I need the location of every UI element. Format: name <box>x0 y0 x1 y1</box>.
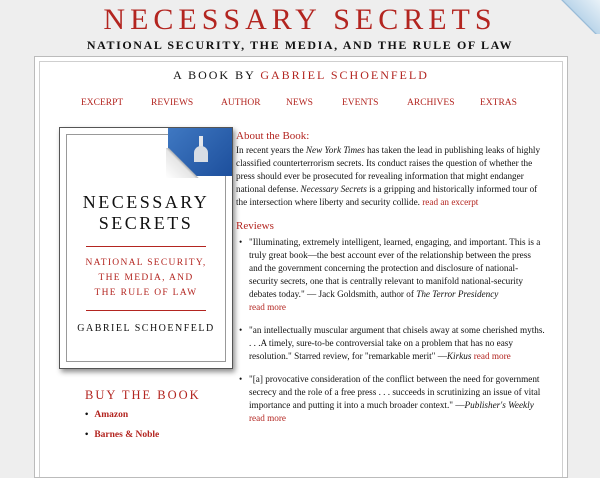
publication-name: New York Times <box>305 145 365 155</box>
nav-news[interactable]: NEWS <box>286 98 313 108</box>
review-item <box>236 373 546 425</box>
bullet-icon: • <box>239 237 243 247</box>
review-quote: "[a] provocative consideration of the conflict between the need for government secrecy and the role of a free press . . . succeeds in scrutinizing an issue of vital importance and putting it into a much broader context." — <box>249 374 541 410</box>
cover-title-line1: NECESSARY <box>82 192 210 212</box>
bullet-icon: • <box>239 325 243 335</box>
buy-link-amazon[interactable] <box>85 409 128 422</box>
buy-heading: BUY THE BOOK <box>85 388 201 402</box>
review-source: The Terror Presidency <box>416 289 499 299</box>
site-title: NECESSARY SECRETS <box>103 3 497 36</box>
reviews-list <box>236 236 546 425</box>
content-panel <box>34 56 568 478</box>
byline <box>35 67 567 83</box>
nav-reviews[interactable]: REVIEWS <box>151 98 194 108</box>
review-source: Publisher's Weekly <box>464 400 534 410</box>
bullet-icon: • <box>85 430 89 440</box>
review-quote: "Illuminating, extremely intelligent, learned, engaging, and important. This is a truly great book—the best account ever of the relationship between the press and the government concerning the protection and disclosure of national-security secrets, one that is centrally relevant to manifold national-security debates today." — Jack Goldsmith, author of <box>249 237 541 299</box>
cover-subtitle <box>60 256 232 301</box>
review-read-more-link[interactable]: read more <box>473 351 511 361</box>
review-source: Kirkus <box>446 351 472 361</box>
cover-author: GABRIEL SCHOENFELD <box>77 323 215 334</box>
nav-events[interactable]: EVENTS <box>342 98 379 108</box>
main-nav <box>35 96 567 110</box>
about-text-part3: is a gripping and historically informed tour of the intersection where liberty and security collide. <box>236 184 538 207</box>
buy-link-barnes-noble[interactable] <box>85 429 159 442</box>
buy-link-label: Barnes & Noble <box>94 430 160 440</box>
cover-subtitle-line3: THE RULE OF LAW <box>94 288 198 298</box>
cover-rule-bottom <box>86 310 206 311</box>
review-read-more-link[interactable]: read more <box>249 413 286 423</box>
cover-title-line2: SECRETS <box>98 213 194 233</box>
read-excerpt-link[interactable]: read an excerpt <box>422 197 479 207</box>
about-text-part1: In recent years the <box>236 145 306 155</box>
cover-page-curl <box>166 148 200 178</box>
bullet-icon: • <box>239 374 243 384</box>
about-heading: About the Book: <box>236 130 310 142</box>
byline-author: GABRIEL SCHOENFELD <box>260 68 429 82</box>
buy-link-label: Amazon <box>94 410 129 420</box>
bullet-icon: • <box>85 410 89 420</box>
site-subtitle: NATIONAL SECURITY, THE MEDIA, AND THE RULE OF LAW <box>86 38 514 52</box>
review-item <box>236 324 546 363</box>
nav-extras[interactable]: EXTRAS <box>480 98 517 108</box>
book-cover[interactable] <box>59 127 233 369</box>
book-title-inline: Necessary Secrets <box>300 184 367 194</box>
review-item <box>236 236 546 314</box>
nav-excerpt[interactable]: EXCERPT <box>81 98 124 108</box>
cover-rule-top <box>86 246 206 247</box>
about-text <box>236 144 546 209</box>
cover-subtitle-line1: NATIONAL SECURITY, <box>85 258 207 268</box>
main-column <box>236 129 546 435</box>
nav-author[interactable]: AUTHOR <box>221 98 261 108</box>
about-text-part2: has taken the lead in publishing leaks of highly classified counterterrorism secrets. Its conduct raises the question of whether the press should ever be prosecuted for revealing information that might endanger national defense. <box>236 145 541 194</box>
cover-title <box>60 192 232 234</box>
capitol-dome-image <box>168 128 232 176</box>
cover-subtitle-line2: THE MEDIA, AND <box>98 273 194 283</box>
byline-prefix: A BOOK BY <box>173 68 256 82</box>
nav-archives[interactable]: ARCHIVES <box>407 98 455 108</box>
review-quote: "an intellectually muscular argument that chisels away at some cherished myths. . . .A timely, sure-to-be controversial take on a problem that has no easy resolution." Starred review, for "remarkable merit" — <box>249 325 545 361</box>
reviews-heading: Reviews <box>236 220 274 232</box>
review-read-more-link[interactable]: read more <box>249 302 286 312</box>
